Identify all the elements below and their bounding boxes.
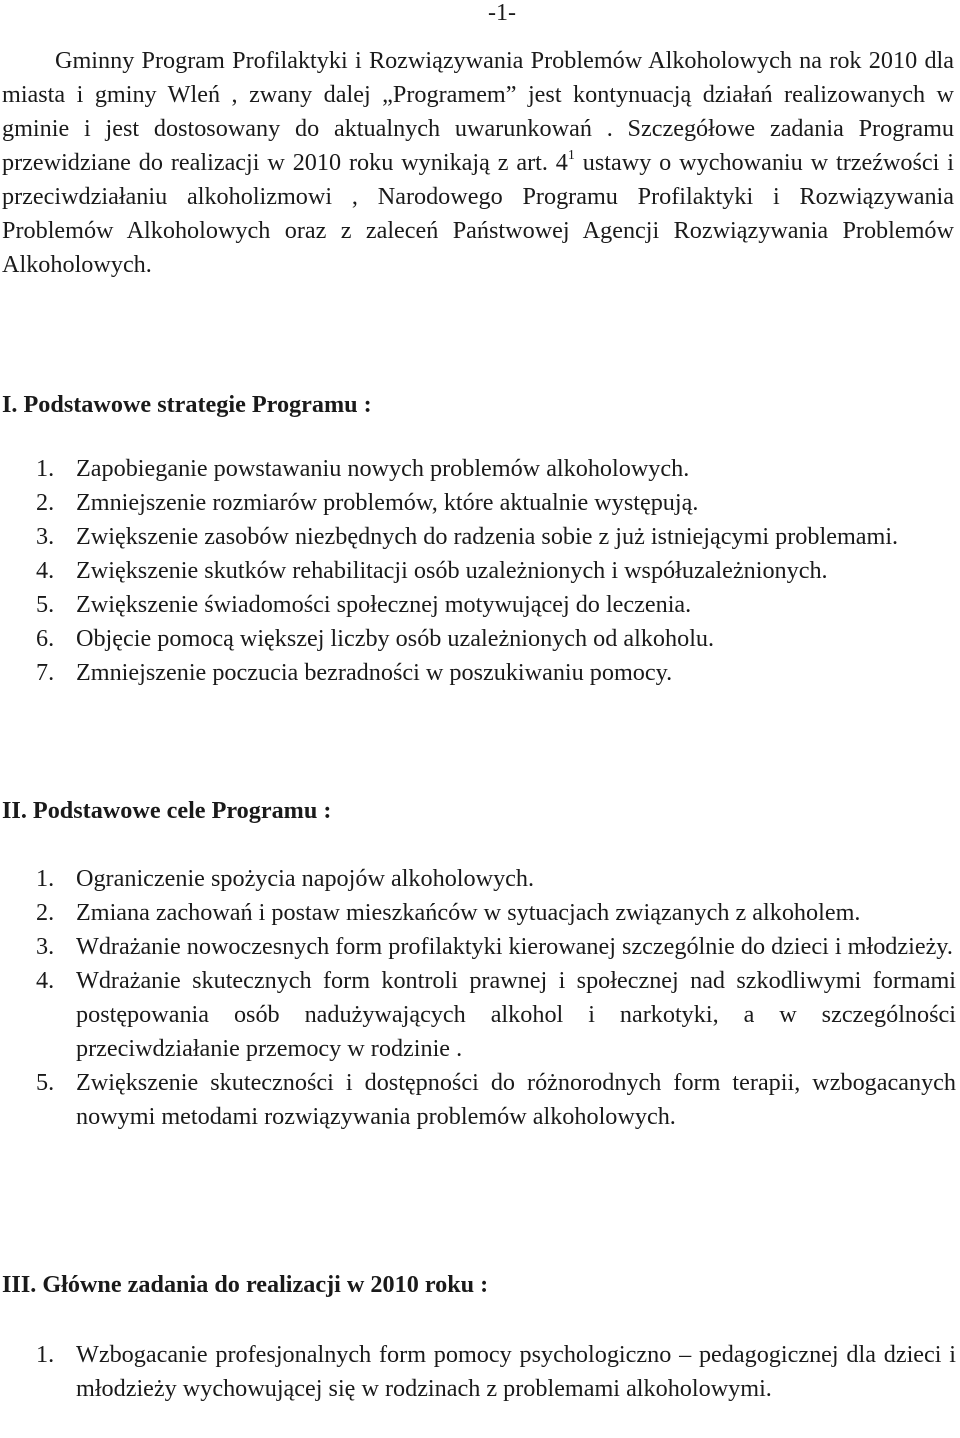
list-item bbox=[36, 452, 956, 486]
item-text: Zwiększenie skuteczności i dostępności do różnorodnych form terapii, wzbogacanych nowymi metodami rozwiązywania problemów alkoholowych. bbox=[76, 1069, 956, 1130]
intro-text-part-1: Gminny Program Profilaktyki i Rozwiązywania Problemów Alkoholowych na rok 2010 dla miasta i gminy Wleń , zwany dalej „Programem” jest kontynuacją działań realizowanych w gminie i jest dostosowany do aktualnych uwarunkowań . Szczegółowe zadania Programu przewidziane do realizacji w 2010 roku wynikają z art. 4 bbox=[2, 47, 954, 176]
item-number: 1. bbox=[36, 455, 55, 482]
list-item bbox=[36, 486, 956, 520]
item-text: Zapobieganie powstawaniu nowych problemów alkoholowych. bbox=[76, 455, 690, 482]
item-text: Zmniejszenie rozmiarów problemów, które aktualnie występują. bbox=[76, 489, 699, 516]
item-text: Zwiększenie zasobów niezbędnych do radzenia sobie z już istniejącymi problemami. bbox=[76, 523, 899, 550]
list-item bbox=[36, 1338, 956, 1406]
item-number: 5. bbox=[36, 591, 55, 618]
item-text: Zwiększenie skutków rehabilitacji osób uzależnionych i współuzależnionych. bbox=[76, 557, 828, 584]
item-text: Zwiększenie świadomości społecznej motywującej do leczenia. bbox=[76, 591, 692, 618]
section-heading-goals: II. Podstawowe cele Programu : bbox=[2, 797, 332, 824]
list-item bbox=[36, 588, 956, 622]
item-number: 7. bbox=[36, 659, 55, 686]
item-number: 4. bbox=[36, 557, 55, 584]
tasks-list bbox=[36, 1338, 956, 1406]
item-text: Ograniczenie spożycia napojów alkoholowych. bbox=[76, 865, 535, 892]
item-text: Objęcie pomocą większej liczby osób uzależnionych od alkoholu. bbox=[76, 625, 715, 652]
section-heading-strategies: I. Podstawowe strategie Programu : bbox=[2, 391, 372, 418]
list-item bbox=[36, 896, 956, 930]
list-item bbox=[36, 930, 956, 964]
item-text: Zmniejszenie poczucia bezradności w poszukiwaniu pomocy. bbox=[76, 659, 673, 686]
item-number: 4. bbox=[36, 967, 55, 994]
item-text: Wdrażanie skutecznych form kontroli prawnej i społecznej nad szkodliwymi formami postępowania osób nadużywających alkohol i narkotyki, a w szczególności przeciwdziałanie przemocy w rodzinie . bbox=[76, 967, 956, 1062]
item-text: Wzbogacanie profesjonalnych form pomocy psychologiczno – pedagogicznej dla dzieci i młodzieży wychowującej się w rodzinach z problemami alkoholowymi. bbox=[76, 1341, 956, 1402]
section-heading-tasks: III. Główne zadania do realizacji w 2010 roku : bbox=[2, 1271, 489, 1298]
article-superscript: 1 bbox=[567, 147, 575, 163]
intro-text-part-2: ustawy o wychowaniu w trzeźwości i przeciwdziałaniu alkoholizmowi , Narodowego Programu Profilaktyki i Rozwiązywania Problemów Alkoholowych oraz z zaleceń Państwowej Agencji Rozwiązywania Problemów Alkoholowych. bbox=[2, 149, 954, 278]
item-number: 2. bbox=[36, 489, 55, 516]
item-number: 1. bbox=[36, 865, 55, 892]
item-number: 3. bbox=[36, 523, 55, 550]
goals-list bbox=[36, 862, 956, 1134]
item-text: Wdrażanie nowoczesnych form profilaktyki kierowanej szczególnie do dzieci i młodzieży. bbox=[76, 933, 953, 960]
list-item bbox=[36, 1066, 956, 1134]
list-item bbox=[36, 964, 956, 1066]
item-number: 2. bbox=[36, 899, 55, 926]
list-item bbox=[36, 622, 956, 656]
list-item bbox=[36, 862, 956, 896]
intro-paragraph bbox=[2, 44, 954, 282]
item-number: 3. bbox=[36, 933, 55, 960]
item-number: 6. bbox=[36, 625, 55, 652]
list-item bbox=[36, 520, 956, 554]
strategies-list bbox=[36, 452, 956, 690]
list-item bbox=[36, 656, 956, 690]
item-number: 1. bbox=[36, 1341, 55, 1368]
item-number: 5. bbox=[36, 1069, 55, 1096]
page-number: -1- bbox=[488, 0, 516, 26]
item-text: Zmiana zachowań i postaw mieszkańców w sytuacjach związanych z alkoholem. bbox=[76, 899, 861, 926]
list-item bbox=[36, 554, 956, 588]
